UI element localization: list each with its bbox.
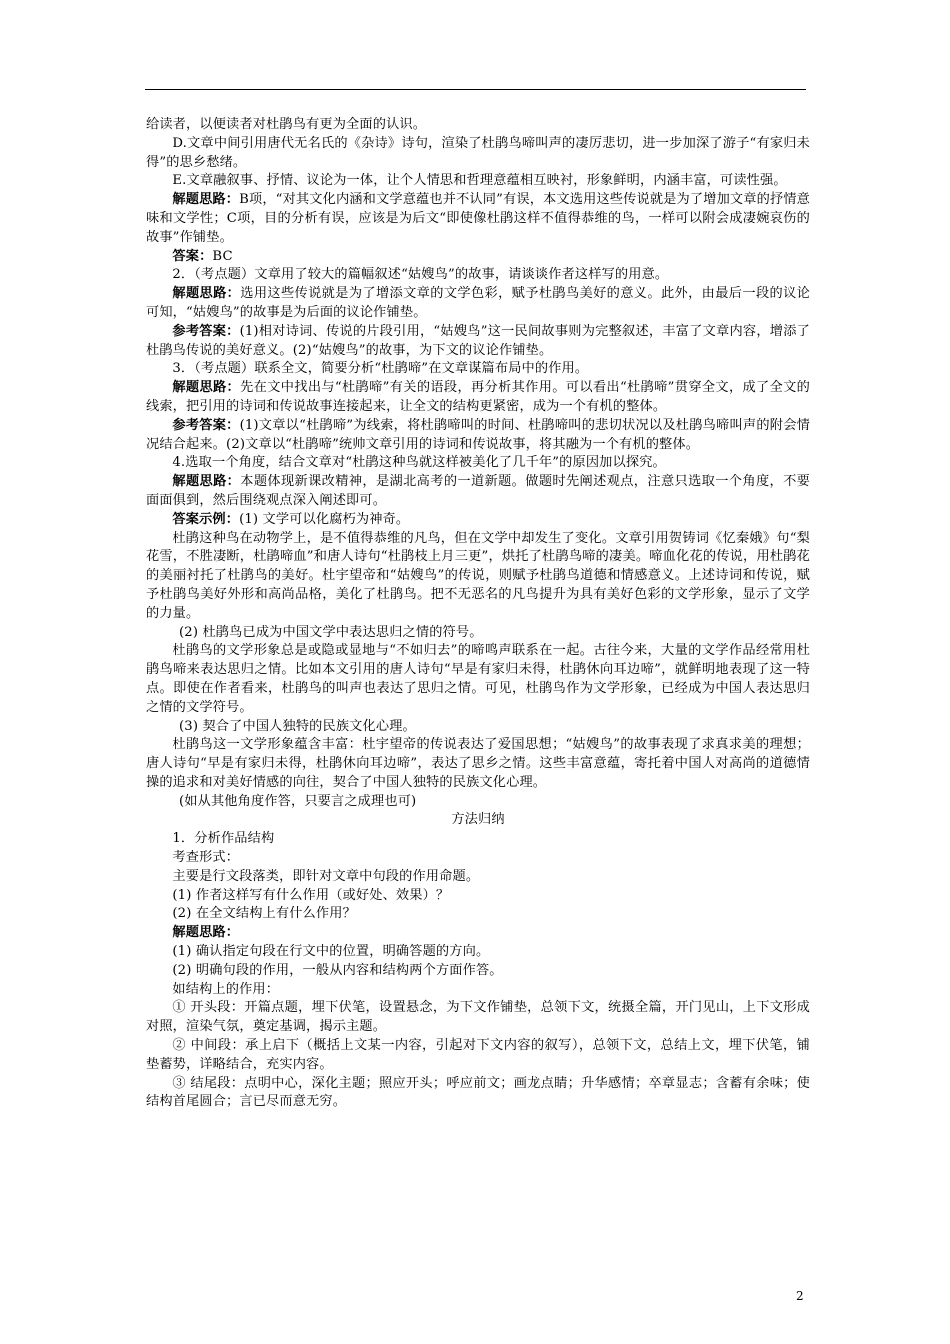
paragraph xyxy=(146,962,810,981)
paragraph-text: E.文章融叙事、抒情、议论为一体，让个人情思和哲理意蕴相互映衬，形象鲜明，内涵丰富，可读性强。 xyxy=(172,173,787,189)
paragraph xyxy=(146,943,810,962)
paragraph xyxy=(146,473,810,511)
paragraph xyxy=(146,530,810,624)
paragraph-text: 杜鹃鸟这一文学形象蕴含丰富：杜宇望帝的传说表达了爱国思想；“姑嫂鸟”的故事表现了求真求美的理想；唐人诗句“早是有家归未得，杜鹃休向耳边啼”，表达了思乡之情。这些丰富意蕴，寄托着中国人对高尚的道德情操的追求和对美好情感的向往，契合了中国人独特的民族文化心理。 xyxy=(146,737,810,790)
answer-label: 参考答案： xyxy=(172,323,240,339)
paragraph xyxy=(146,830,810,849)
paragraph-text: (2) 明确句段的作用，一般从内容和结构两个方面作答。 xyxy=(172,962,503,978)
paragraph xyxy=(146,379,810,417)
paragraph-text: 给读者，以便读者对杜鹃鸟有更为全面的认识。 xyxy=(146,117,427,132)
paragraph-text: 2．（考点题）文章用了较大的篇幅叙述“姑嫂鸟”的故事，请谈谈作者这样写的用意。 xyxy=(172,267,669,283)
paragraph-text: (2) 在全文结构上有什么作用？ xyxy=(172,906,356,922)
paragraph-text: BC xyxy=(212,248,233,264)
paragraph xyxy=(146,718,810,737)
answer-label: 解题思路： xyxy=(172,380,241,396)
paragraph xyxy=(146,981,810,1000)
paragraph-text: 本题体现新课改精神，是湖北高考的一道新题。做题时先阐述观点，注意只选取一个角度，不要面面俱到，然后围绕观点深入阐述即可。 xyxy=(146,474,811,508)
paragraph-text: 考查形式： xyxy=(172,850,240,866)
paragraph xyxy=(146,793,810,812)
paragraph-text: 3．（考点题）联系全文，简要分析“杜鹃啼”在文章谋篇布局中的作用。 xyxy=(172,361,589,377)
paragraph-text: B项，“对其文化内涵和文学意蕴也并不认同”有误，本文选用这些传说就是为了增加文章的抒情意味和文学性；C项，目的分析有误，应该是为后文“即使像杜鹃这样不值得恭维的鸟，一样可以附会成凄婉哀伤的故事”作铺垫。 xyxy=(146,192,810,245)
paragraph xyxy=(146,849,810,868)
paragraph xyxy=(146,454,810,473)
paragraph xyxy=(146,360,810,379)
paragraph xyxy=(146,172,810,191)
paragraph xyxy=(146,511,810,530)
paragraph-text: 杜鹃这种鸟在动物学上，是不值得恭维的凡鸟，但在文学中却发生了变化。文章引用贺铸词《忆秦娥》句“梨花雪，不胜凄断，杜鹃啼血”和唐人诗句“杜鹃枝上月三更”，烘托了杜鹃鸟啼的凄美。啼血化花的传说，用杜鹃花的美丽衬托了杜鹃鸟的美好。杜宇望帝和“姑嫂鸟”的传说，则赋予杜鹃鸟道德和情感意义。上述诗词和传说，赋予杜鹃鸟美好外形和高尚品格，美化了杜鹃鸟。把不无恶名的凡鸟提升为具有美好色彩的文学形象，显示了文学的力量。 xyxy=(146,530,810,621)
paragraph-text: (1) 作者这样写有什么作用（或好处、效果）？ xyxy=(172,887,450,903)
paragraph xyxy=(146,736,810,792)
paragraph xyxy=(146,1037,810,1075)
paragraph xyxy=(146,266,810,285)
paragraph xyxy=(146,887,810,906)
answer-label: 答案示例： xyxy=(172,511,240,527)
paragraph xyxy=(146,924,810,943)
paragraph xyxy=(146,116,810,135)
paragraph xyxy=(146,905,810,924)
paragraph-text: ③ 结尾段：点明中心，深化主题；照应开头；呼应前文；画龙点睛；升华感情；卒章显志；含蓄有余味；使结构首尾圆合；言已尽而意无穷。 xyxy=(146,1075,810,1110)
paragraph-text: (1) 文学可以化腐朽为神奇。 xyxy=(239,511,410,527)
answer-label: 解题思路： xyxy=(172,925,240,941)
answer-label: 解题思路： xyxy=(172,192,240,208)
paragraph-text: (1)文章以“杜鹃啼”为线索，将杜鹃啼叫的时间、杜鹃啼叫的悲切状况以及杜鹃鸟啼叫声的附会情况结合起来。(2)文章以“杜鹃啼”统帅文章引用的诗词和传说故事，将其融为一个有机的整体。 xyxy=(146,417,810,452)
paragraph xyxy=(146,248,810,267)
paragraph-text: 1．分析作品结构 xyxy=(172,831,275,847)
paragraph-text: 方法归纳 xyxy=(451,812,505,828)
paragraph-text: 杜鹃鸟的文学形象总是或隐或显地与“不如归去”的啼鸣声联系在一起。古往今来，大量的文学作品经常用杜鹃鸟啼来表达思归之情。比如本文引用的唐人诗句“早是有家归未得，杜鹃休向耳边啼”，就鲜明地表现了这一特点。即使在作者看来，杜鹃鸟的叫声也表达了思归之情。可见，杜鹃鸟作为文学形象，已经成为中国人表达思归之情的文学符号。 xyxy=(146,643,810,715)
paragraph xyxy=(146,642,810,717)
paragraph-text: 主要是行文段落类，即针对文章中句段的作用命题。 xyxy=(172,868,480,884)
paragraph-text: 4.选取一个角度，结合文章对“杜鹃这种鸟就这样被美化了几千年”的原因加以探究。 xyxy=(172,455,666,471)
answer-label: 解题思路： xyxy=(172,286,241,302)
paragraph-text: 选用这些传说就是为了增添文章的文学色彩，赋予杜鹃鸟美好的意义。此外，由最后一段的议论可知，“姑嫂鸟”的故事是为后面的议论作铺垫。 xyxy=(146,286,811,320)
paragraph xyxy=(146,999,810,1037)
paragraph xyxy=(146,285,810,323)
paragraph xyxy=(146,868,810,887)
document-body xyxy=(146,116,810,1112)
paragraph-text: ① 开头段：开篇点题，埋下伏笔，设置悬念，为下文作铺垫，总领下文，统摄全篇，开门见山，上下文形成对照，渲染气氛，奠定基调，揭示主题。 xyxy=(146,1000,810,1035)
paragraph-text: (1)相对诗词、传说的片段引用，“姑嫂鸟”这一民间故事则为完整叙述，丰富了文章内容，增添了杜鹃鸟传说的美好意义。(2)“姑嫂鸟”的故事，为下文的议论作铺垫。 xyxy=(146,323,810,358)
paragraph-text: D.文章中间引用唐代无名氏的《杂诗》诗句，渲染了杜鹃鸟啼叫声的凄厉悲切，进一步加深了游子“有家归未得”的思乡愁绪。 xyxy=(146,135,810,170)
paragraph-text: (3) 契合了中国人独特的民族文化心理。 xyxy=(179,718,416,734)
header-rule xyxy=(145,89,806,90)
paragraph xyxy=(146,417,810,455)
paragraph-text: ② 中间段：承上启下（概括上文某一内容，引起对下文内容的叙写），总领下文，总结上文，埋下伏笔，铺垫蓄势，详略结合，充实内容。 xyxy=(146,1038,810,1072)
answer-label: 参考答案： xyxy=(172,417,240,433)
paragraph-text: 先在文中找出与“杜鹃啼”有关的语段，再分析其作用。可以看出“杜鹃啼”贯穿全文，成了全文的线索，把引用的诗词和传说故事连接起来，让全文的结构更紧密，成为一个有机的整体。 xyxy=(146,380,810,414)
paragraph xyxy=(146,624,810,643)
paragraph xyxy=(146,135,810,173)
paragraph-text: (2) 杜鹃鸟已成为中国文学中表达思归之情的符号。 xyxy=(179,624,483,640)
section-heading xyxy=(146,811,810,830)
paragraph xyxy=(146,191,810,247)
page-number: 2 xyxy=(796,1289,804,1303)
answer-label: 解题思路： xyxy=(172,474,241,490)
paragraph-text: 如结构上的作用： xyxy=(172,981,280,997)
paragraph-text: (1) 确认指定句段在行文中的位置，明确答题的方向。 xyxy=(172,944,490,960)
paragraph xyxy=(146,1075,810,1113)
answer-label: 答案： xyxy=(172,248,213,264)
paragraph-text: (如从其他角度作答，只要言之成理也可) xyxy=(179,793,417,809)
paragraph xyxy=(146,323,810,361)
